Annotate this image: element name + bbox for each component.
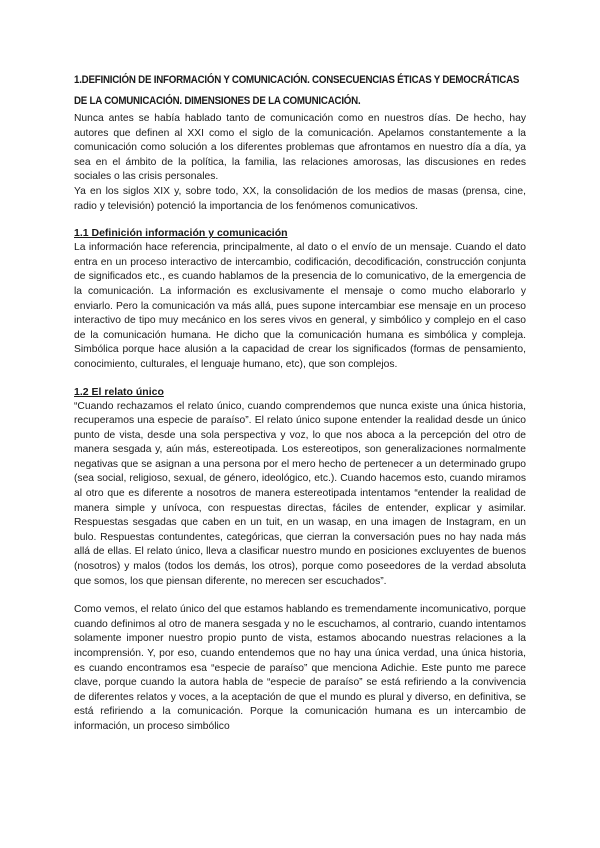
document-title: 1.DEFINICIÓN DE INFORMACIÓN Y COMUNICACIÓN. CONSECUENCIAS ÉTICAS Y DEMOCRÁTICAS DE LA COMUNICACIÓN. DIMENSIONES DE LA COMUNICACIÓN.: [74, 74, 520, 107]
intro-paragraph-1: Nunca antes se había hablado tanto de comunicación como en nuestros días. De hecho, hay autores que definen al XXI como el siglo de la comunicación. Apelamos constantemente a la comunicación como solución a los diferentes problemas que afrontamos en nuestro día a día, ya sea en el ámbito de la política, la familia, las relaciones amorosas, las discusiones en redes sociales o las crisis personales.: [74, 113, 526, 183]
section-2-paragraph-2: Como vemos, el relato único del que estamos hablando es tremendamente incomunicativo, porque cuando definimos al otro de manera sesgada y no le escuchamos, al contrario, cuando intentamos solamente imponer nuestro propio punto de vista, estamos abocando nuestras relaciones a la incomprensión. Y, por eso, cuando entendemos que no hay una única verdad, una única historia, es cuando encontramos esa “especie de paraíso” que menciona Adichie. Este punto me parece clave, porque cuando la autora habla de “especie de paraíso” se está refiriendo a la convivencia de diferentes relatos y voces, a la aceptación de que el mundo es plural y diverso, en definitiva, se está refiriendo a la comunicación. Porque la comunicación humana es un intercambio de información, un proceso simbólico: [74, 604, 526, 732]
section-1-paragraph: La información hace referencia, principalmente, al dato o el envío de un mensaje. Cuando el dato entra en un proceso interactivo de intercambio, codificación, decodificación, construcción conjunta de significados etc., es cuando hablamos de la presencia de lo comunicativo, de la emergencia de la comunicación. La información es exclusivamente el mensaje o como mucho elaborarlo y enviarlo. Pero la comunicación va más allá, pues supone intercambiar ese mensaje en un proceso interactivo de tipo muy mecánico en los seres vivos en general, y simbólico y complejo en el caso de la comunicación humana. He dicho que la comunicación humana es simbólica y compleja. Simbólica porque hace alusión a la capacidad de crear los significados (formas de pensamiento, conocimiento, culturales, el lenguaje humano, etc), que son complejos.: [74, 242, 526, 370]
document-page: [74, 70, 526, 735]
intro-paragraph-2: Ya en los siglos XIX y, sobre todo, XX, la consolidación de los medios de masas (prensa, cine, radio y televisión) potenció la importancia de los fenómenos comunicativos.: [74, 185, 526, 212]
section-2-paragraph-1: “Cuando rechazamos el relato único, cuando comprendemos que nunca existe una única historia, recuperamos una especie de paraíso”. El relato único supone entender la realidad desde un único punto de vista, desde una sola perspectiva y voz, lo que nos aboca a la percepción del otro de manera sesgada y, aún más, estereotipada. Los estereotipos, son generalizaciones normalmente negativas que se asignan a una persona por el mero hecho de pertenecer a un determinado grupo (sea social, religioso, sexual, de género, ideológico, etc.). Cuando hacemos esto, cuando miramos al otro que es diferente a nosotros de manera estereotipada intentamos “entender la realidad de manera simple y unívoca, con respuestas directas, fáciles de entender, explicar y asimilar. Respuestas sesgadas que caben en un tuit, en un wasap, en una imagen de Instagram, en un bulo. Respuestas contundentes, categóricas, que cierran la conversación pues no hay nada más allá de ellas. El relato único, lleva a clasificar nuestro mundo en posiciones excluyentes de buenos (nosotros) y malos (todos los demás, los otros), porque como poseedores de la verdad absoluta que somos, los que piensan diferente, no merecen ser escuchados”.: [74, 400, 526, 587]
section-1-heading: 1.1 Definición información y comunicación: [74, 227, 288, 240]
section-2-heading: 1.2 El relato único: [74, 385, 164, 398]
paragraph-gap: [74, 589, 526, 603]
